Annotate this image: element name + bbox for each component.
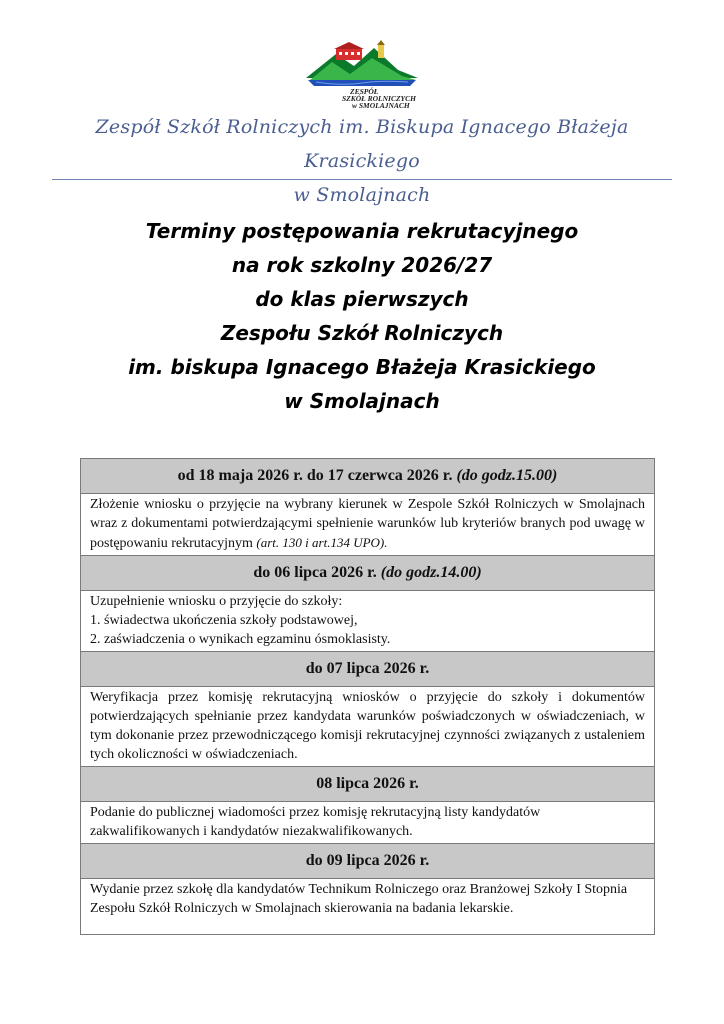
logo-text-line2: SZKÓŁ ROLNICZYCH	[342, 94, 416, 103]
title-line5: im. biskupa Ignacego Błażeja Krasickiego	[128, 355, 596, 379]
title-line2: na rok szkolny 2026/27	[231, 253, 493, 277]
schedule-description	[81, 687, 655, 767]
schedule-description-text: Podanie do publicznej wiadomości przez komisję rekrutacyjną listy kandydatów zakwalifikowanych i kandydatów niezakwalifikowanych.	[90, 805, 541, 839]
schedule-date-text: 08 lipca 2026 r.	[316, 775, 419, 792]
schedule-description	[81, 802, 655, 844]
schedule-description-note: (art. 130 i art.134 UPO).	[256, 535, 388, 550]
title-line3: do klas pierwszych	[255, 287, 469, 311]
schedule-description-line: Uzupełnienie wniosku o przyjęcie do szkoły:	[90, 594, 343, 609]
schedule-date-row	[81, 767, 655, 802]
schedule-date	[81, 767, 655, 802]
schedule-date-text: od 18 maja 2026 r. do 17 czerwca 2026 r.	[177, 467, 453, 484]
logo-text-line3: w SMOLAJNACH	[352, 101, 410, 110]
logo-church-tower	[378, 44, 384, 58]
schedule-date-text: do 09 lipca 2026 r.	[305, 852, 430, 869]
schedule-description	[81, 591, 655, 652]
recruitment-schedule-table	[80, 458, 655, 935]
schedule-date-row	[81, 459, 655, 494]
schedule-date	[81, 652, 655, 687]
logo-text-line1: ZESPÓŁ	[350, 87, 379, 96]
schedule-description-row	[81, 802, 655, 844]
schedule-description-row	[81, 494, 655, 556]
school-name-line2: w Smolajnach	[293, 184, 431, 206]
schedule-description-line: 1. świadectwa ukończenia szkoły podstawowej,	[90, 613, 358, 628]
schedule-date	[81, 459, 655, 494]
schedule-description-row	[81, 687, 655, 767]
school-name-header	[40, 110, 684, 212]
schedule-description-row	[81, 879, 655, 935]
schedule-date-row	[81, 844, 655, 879]
schedule-description-line: 2. zaświadczenia o wynikach egzaminu ósmoklasisty.	[90, 632, 391, 647]
schedule-description-text: Wydanie przez szkołę dla kandydatów Technikum Rolniczego oraz Branżowej Szkoły I Stopnia Zespołu Szkół Rolniczych w Smolajnach skierowania na badania lekarskie.	[90, 882, 628, 916]
school-logo	[302, 40, 422, 110]
schedule-description	[81, 494, 655, 556]
schedule-description-row	[81, 591, 655, 652]
schedule-description-text: Złożenie wniosku o przyjęcie na wybrany kierunek w Zespole Szkół Rolniczych w Smolajnach wraz z dokumentami potwierdzającymi spełnienie warunków lub kryteriów branych pod uwagę w postępowaniu rekrutacyjnym	[90, 497, 645, 551]
schedule-date-note: (do godz.15.00)	[456, 467, 558, 484]
page-title	[40, 214, 684, 418]
schedule-date	[81, 844, 655, 879]
schedule-description-text: Weryfikacja przez komisję rekrutacyjną wniosków o przyjęcie do szkoły i dokumentów potwierdzających spełnianie przez kandydata warunków poświadczonych w oświadczeniach, w tym dokonanie przez przewodniczącego komisji rekrutacyjnej czynności związanych z ustaleniem tych okoliczności w oświadczeniach.	[90, 690, 645, 762]
schedule-date-row	[81, 556, 655, 591]
title-line1: Terminy postępowania rekrutacyjnego	[145, 219, 579, 243]
schedule-date-note: (do godz.14.00)	[380, 564, 482, 581]
schedule-description	[81, 879, 655, 935]
title-line6: w Smolajnach	[284, 389, 440, 413]
schedule-date-row	[81, 652, 655, 687]
schedule-date	[81, 556, 655, 591]
school-name-line1: Zespół Szkół Rolniczych im. Biskupa Ignacego Błażeja Krasickiego	[95, 116, 629, 172]
header-divider	[52, 179, 672, 180]
schedule-date-text: do 07 lipca 2026 r.	[305, 660, 430, 677]
schedule-date-text: do 06 lipca 2026 r.	[253, 564, 377, 581]
title-line4: Zespołu Szkół Rolniczych	[220, 321, 504, 345]
